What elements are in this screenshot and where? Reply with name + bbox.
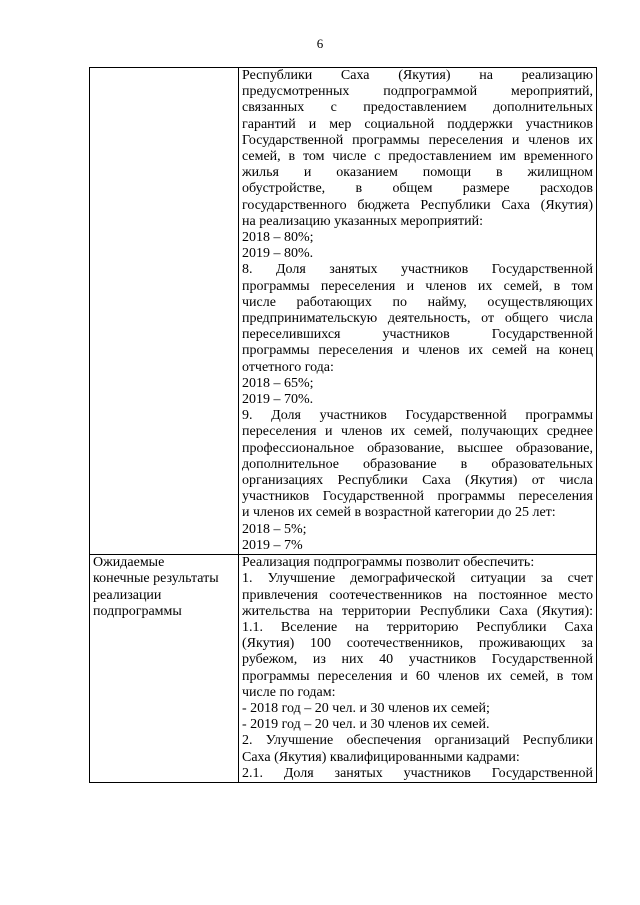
content-line: переселившихся участников Государственной [242,327,593,343]
content-line: 2018 – 65%; [242,375,314,391]
row-content-cell [239,68,597,555]
content-line: Государственной программы переселения и членов их [242,132,593,148]
row-label-cell [90,68,239,555]
content-line: числе работающих по найму, осуществляющих [242,294,593,310]
label-line: Ожидаемые [93,555,165,571]
content-line: Саха (Якутия) квалифицированными кадрами: [242,749,520,765]
content-line: - 2019 год – 20 чел. и 30 членов их семей. [242,717,490,733]
content-line: 2019 – 70%. [242,392,314,408]
table-row [90,68,597,555]
content-line: жилья и оказанием помощи в жилищном [242,165,593,181]
content-line: 2. Улучшение обеспечения организаций Республики [242,733,593,749]
content-line: жительства на территории Республики Саха (Якутия): [242,603,593,619]
content-line: обустройстве, в общем размере расходов [242,181,593,197]
content-line: 2.1. Доля занятых участников Государственной [242,765,593,781]
label-line: конечные результаты [93,571,219,587]
table-row [90,555,597,783]
content-line: дополнительное образование в образовательных [242,456,593,472]
page-number: 6 [316,36,324,51]
row-content-cell [239,555,597,783]
content-line: 9. Доля участников Государственной программы [242,408,593,424]
content-line: гарантий и мер социальной поддержки участников [242,116,593,132]
table-body [90,68,597,783]
content-line: 2019 – 80%. [242,246,314,262]
content-line: и членов их семей в возрастной категории до 25 лет: [242,505,556,521]
content-line: привлечения соотечественников на постоянное место [242,587,593,603]
content-line: Реализация подпрограммы позволит обеспечить: [242,555,535,571]
content-line: 8. Доля занятых участников Государственной [242,262,593,278]
content-line: организациях Республики Саха (Якутия) от числа [242,473,593,489]
content-line: числе по годам: [242,684,336,700]
content-line: 2019 – 7% [242,537,303,553]
content-line: 2018 – 5%; [242,521,307,537]
row-label-cell [90,555,239,783]
document-table [89,67,597,783]
content-line: отчетного года: [242,359,334,375]
content-line: государственного бюджета Республики Саха (Якутия) [242,197,593,213]
content-line: программы переселения и 60 членов их семей, в том [242,668,593,684]
content-line: программы переселения и членов их семей, в том [242,278,593,294]
content-line: на реализацию указанных мероприятий: [242,213,484,229]
content-line: 2018 – 80%; [242,230,314,246]
content-line: рубежом, из них 40 участников Государственной [242,652,593,668]
content-line: - 2018 год – 20 чел. и 30 членов их семей; [242,700,490,716]
label-line: реализации [93,587,162,603]
content-line: 1.1. Вселение на территорию Республики Саха [242,619,593,635]
content-line: семей, в том числе с предоставлением им временного [242,149,593,165]
content-line: профессиональное образование, высшее образование, [242,440,593,456]
content-line: связанных с предоставлением дополнительных [242,100,593,116]
content-line: программы переселения и членов их семей на конец [242,343,593,359]
content-line: участников Государственной программы переселения [242,489,593,505]
label-line: подпрограммы [93,603,182,619]
content-line: переселения и членов их семей, получающих среднее [242,424,593,440]
content-line: Республики Саха (Якутия) на реализацию [242,68,593,83]
content-line: (Якутия) 100 соотечественников, проживающих за [242,636,593,652]
content-line: 1. Улучшение демографической ситуации за счет [242,571,593,587]
content-line: предпринимательскую деятельность, от общего числа [242,311,593,327]
content-line: предусмотренных подпрограммой мероприятий, [242,84,593,100]
